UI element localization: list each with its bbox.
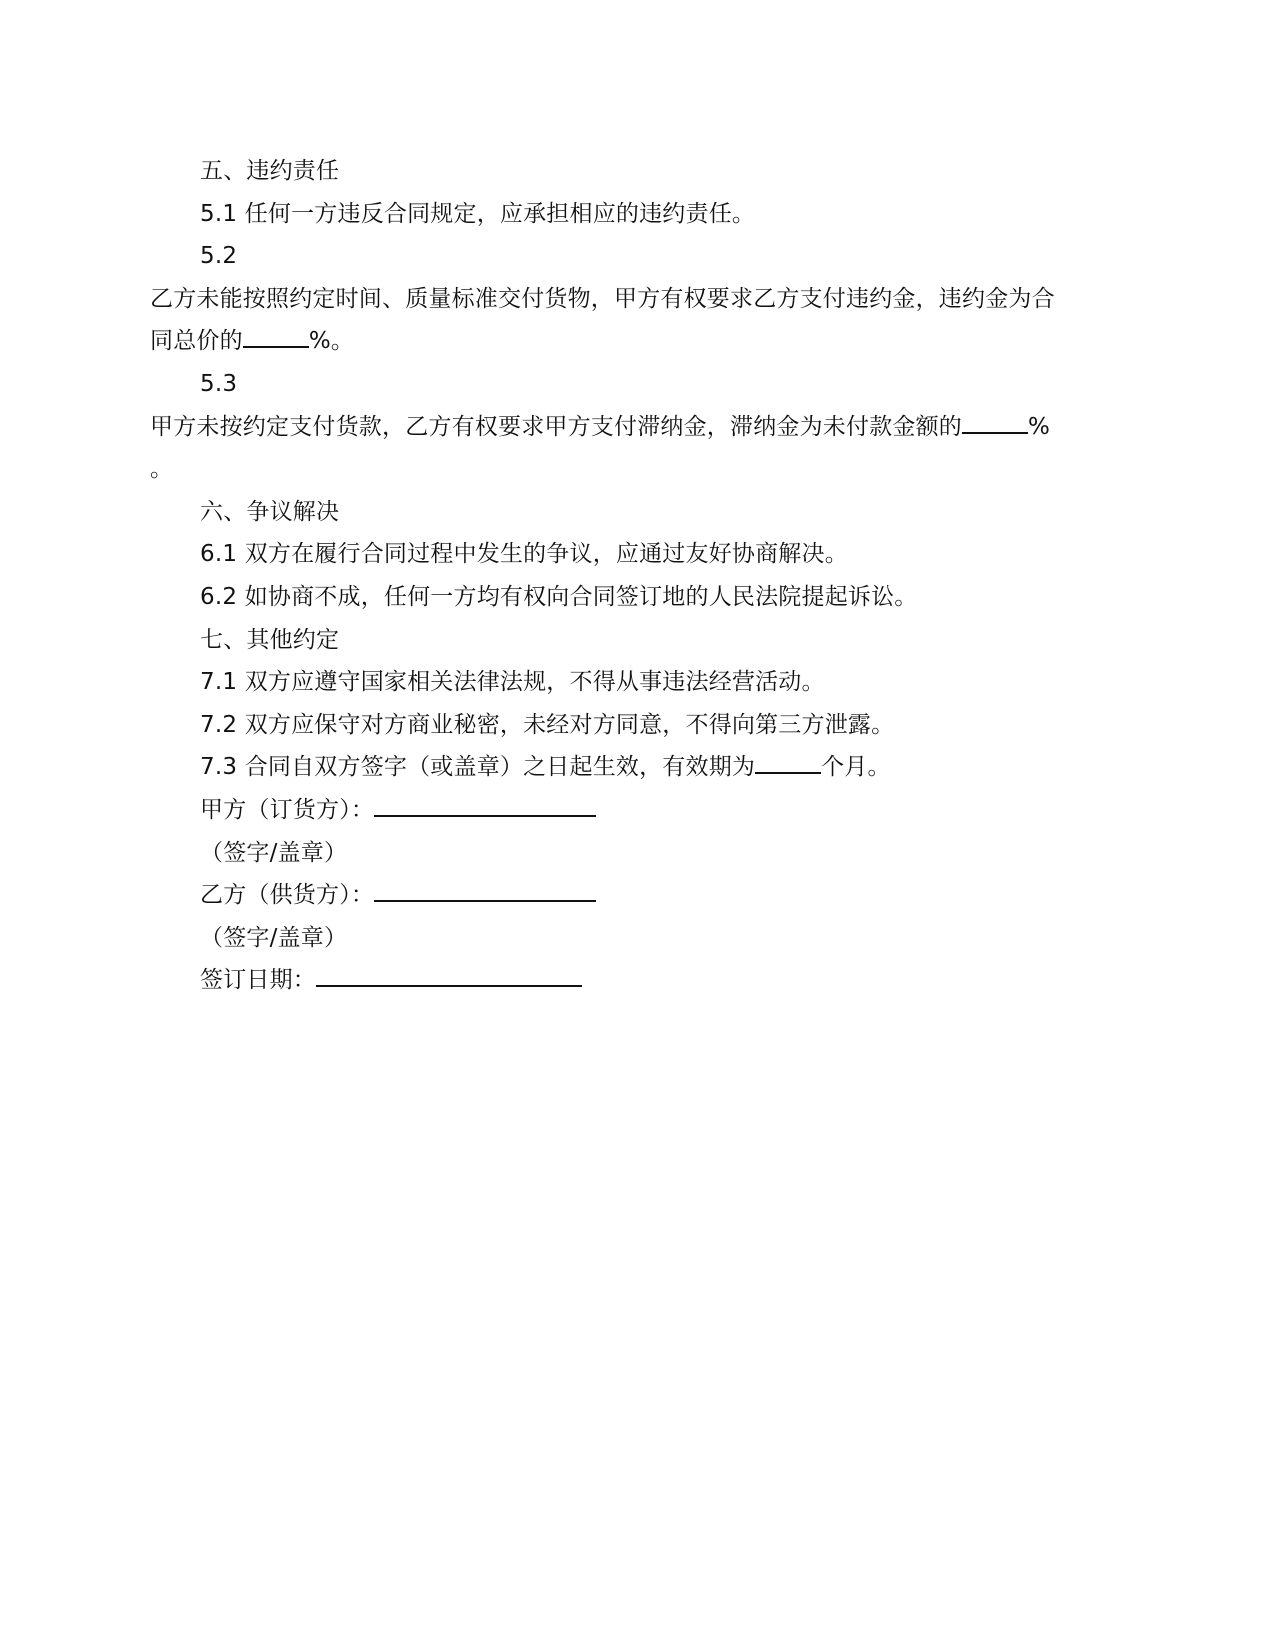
- clause-5-1: 5.1 任何一方违反合同规定，应承担相应的违约责任。: [200, 200, 756, 227]
- clause-5-3-line-1: [150, 406, 1130, 449]
- clause-5-3-percent: %: [1028, 413, 1051, 440]
- contract-body: [150, 150, 1130, 1002]
- party-a-label: 甲方（订货方）：: [200, 796, 375, 823]
- penalty-rate-blank: [243, 324, 309, 348]
- clause-7-1: 7.1 双方应遵守国家相关法律法规，不得从事违法经营活动。: [200, 669, 825, 696]
- signing-date-line: [150, 959, 1130, 1002]
- clause-7-2: 7.2 双方应保守对方商业秘密，未经对方同意，不得向第三方泄露。: [200, 711, 895, 738]
- party-b-label: 乙方（供货方）：: [200, 882, 375, 909]
- clause-5-3-prefix: 甲方未按约定支付货款，乙方有权要求甲方支付滞纳金，滞纳金为未付款金额的: [150, 413, 962, 440]
- clause-5-2-line-2: [150, 320, 1130, 363]
- party-b-signature-line: [150, 874, 1130, 917]
- party-a-blank: [374, 793, 596, 817]
- clause-6-2: 6.2 如协商不成，任何一方均有权向合同签订地的人民法院提起诉讼。: [200, 583, 918, 610]
- clause-5-3-line-2: 。: [150, 456, 174, 483]
- clause-5-3-number: 5.3: [200, 370, 238, 397]
- validity-months-blank: [755, 750, 821, 774]
- clause-5-2-prefix: 同总价的: [150, 328, 243, 355]
- late-fee-rate-blank: [962, 410, 1028, 434]
- clause-5-2-number: 5.2: [200, 243, 238, 270]
- section-six-title: 六、争议解决: [200, 498, 340, 525]
- section-five-title: 五、违约责任: [200, 158, 340, 184]
- clause-7-3-suffix: 个月。: [821, 754, 891, 781]
- signing-date-blank: [316, 963, 582, 987]
- party-a-signature-line: [150, 789, 1130, 832]
- clause-6-1: 6.1 双方在履行合同过程中发生的争议，应通过友好协商解决。: [200, 541, 848, 568]
- party-b-blank: [374, 878, 596, 902]
- party-b-sign-note: （签字/盖章）: [200, 924, 348, 951]
- clause-7-3-prefix: 7.3 合同自双方签字（或盖章）之日起生效，有效期为: [200, 754, 756, 781]
- clause-5-2-line-1: 乙方未能按照约定时间、质量标准交付货物，甲方有权要求乙方支付违约金，违约金为合: [150, 285, 1055, 312]
- party-a-sign-note: （签字/盖章）: [200, 839, 348, 866]
- section-seven-title: 七、其他约定: [200, 626, 340, 653]
- signing-date-label: 签订日期：: [200, 967, 316, 994]
- clause-5-2-suffix: %。: [308, 328, 355, 355]
- clause-7-3: [150, 746, 1130, 789]
